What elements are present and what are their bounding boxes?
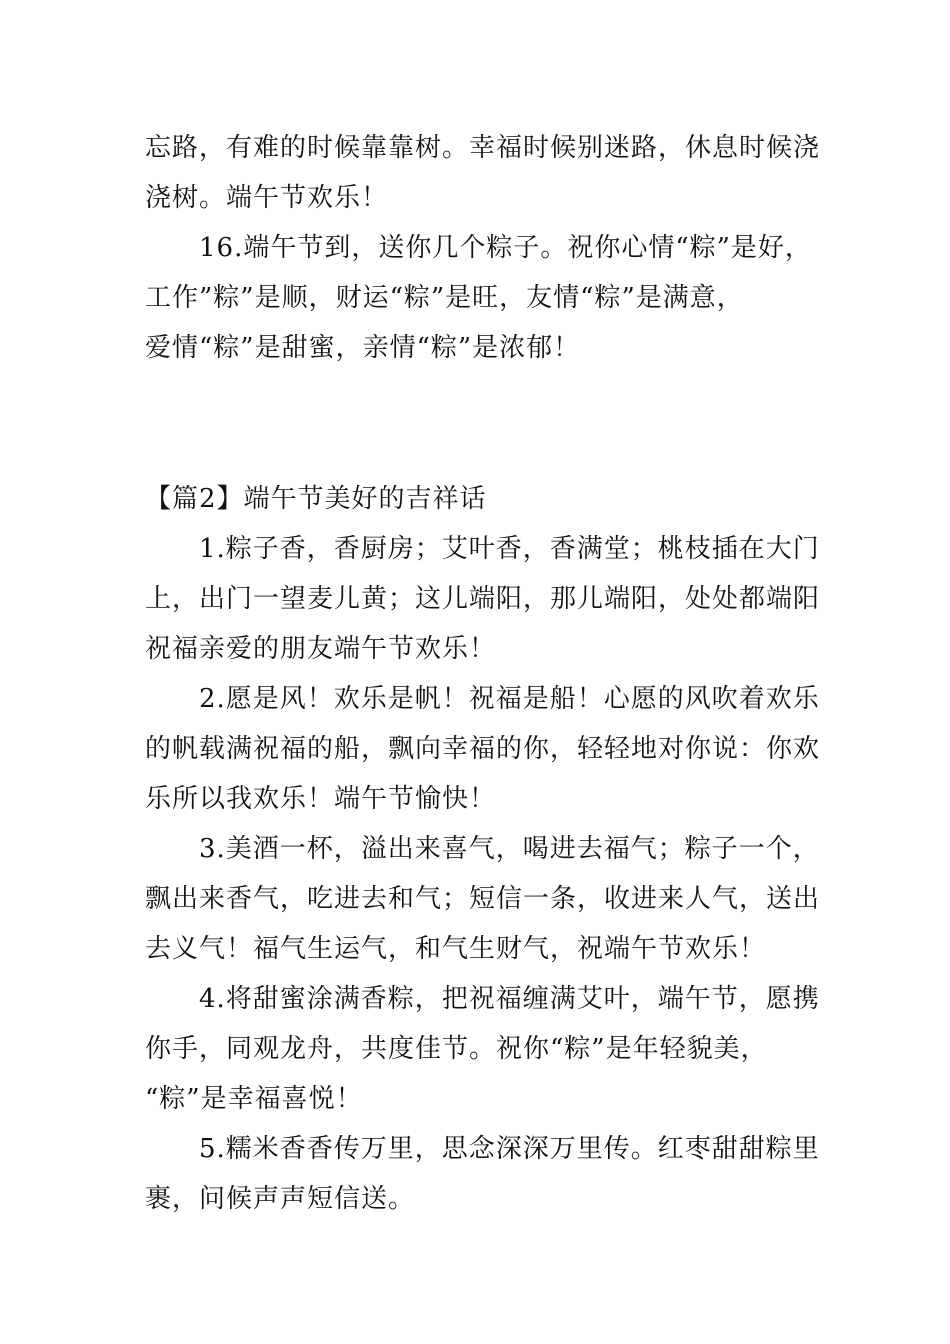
section-heading: 【篇2】端午节美好的吉祥话 <box>145 484 487 514</box>
text-line: 3.美酒一杯，溢出来喜气，喝进去福气；粽子一个， <box>199 834 820 864</box>
item-4-paragraph <box>145 974 820 1124</box>
text-line: 上，出门一望麦儿黄；这儿端阳，那儿端阳，处处都端阳 <box>145 584 821 614</box>
continuation-paragraph <box>145 123 821 223</box>
section-block <box>145 474 821 1224</box>
text-line: 2.愿是风！欢乐是帆！祝福是船！心愿的风吹着欢乐 <box>199 684 820 714</box>
text-line: “粽”是幸福喜悦！ <box>145 1084 363 1114</box>
item-2-paragraph <box>145 674 821 824</box>
item-16-paragraph <box>145 223 810 373</box>
text-line: 乐所以我欢乐！端午节愉快！ <box>145 784 497 814</box>
text-line: 4.将甜蜜涂满香粽，把祝福缠满艾叶，端午节，愿携 <box>199 984 820 1014</box>
text-line: 工作”粽”是顺，财运“粽”是旺，友情“粽”是满意， <box>145 283 744 313</box>
text-line: 16.端午节到，送你几个粽子。祝你心情“粽”是好， <box>199 233 812 263</box>
text-line: 去义气！福气生运气，和气生财气，祝端午节欢乐！ <box>145 934 767 964</box>
item-1-paragraph <box>145 524 821 674</box>
text-line: 忘路，有难的时候靠靠树。幸福时候别迷路，休息时候浇 <box>145 133 821 163</box>
text-line: 5.糯米香香传万里，思念深深万里传。红枣甜甜粽里 <box>199 1134 820 1164</box>
text-line: 爱情“粽”是甜蜜，亲情“粽”是浓郁！ <box>145 333 581 363</box>
text-line: 浇树。端午节欢乐！ <box>145 183 389 213</box>
item-3-paragraph <box>145 824 821 974</box>
text-line: 你手，同观龙舟，共度佳节。祝你“粽”是年轻貌美， <box>145 1034 768 1064</box>
text-line: 祝福亲爱的朋友端午节欢乐！ <box>145 634 497 664</box>
item-5-paragraph <box>145 1124 820 1224</box>
text-line: 裹，问候声声短信送。 <box>145 1184 416 1214</box>
top-text-block <box>145 123 821 373</box>
text-line: 的帆载满祝福的船，飘向幸福的你，轻轻地对你说：你欢 <box>145 734 821 764</box>
text-line: 1.粽子香，香厨房；艾叶香，香满堂；桃枝插在大门 <box>199 534 820 564</box>
text-line: 飘出来香气，吃进去和气；短信一条，收进来人气，送出 <box>145 884 821 914</box>
